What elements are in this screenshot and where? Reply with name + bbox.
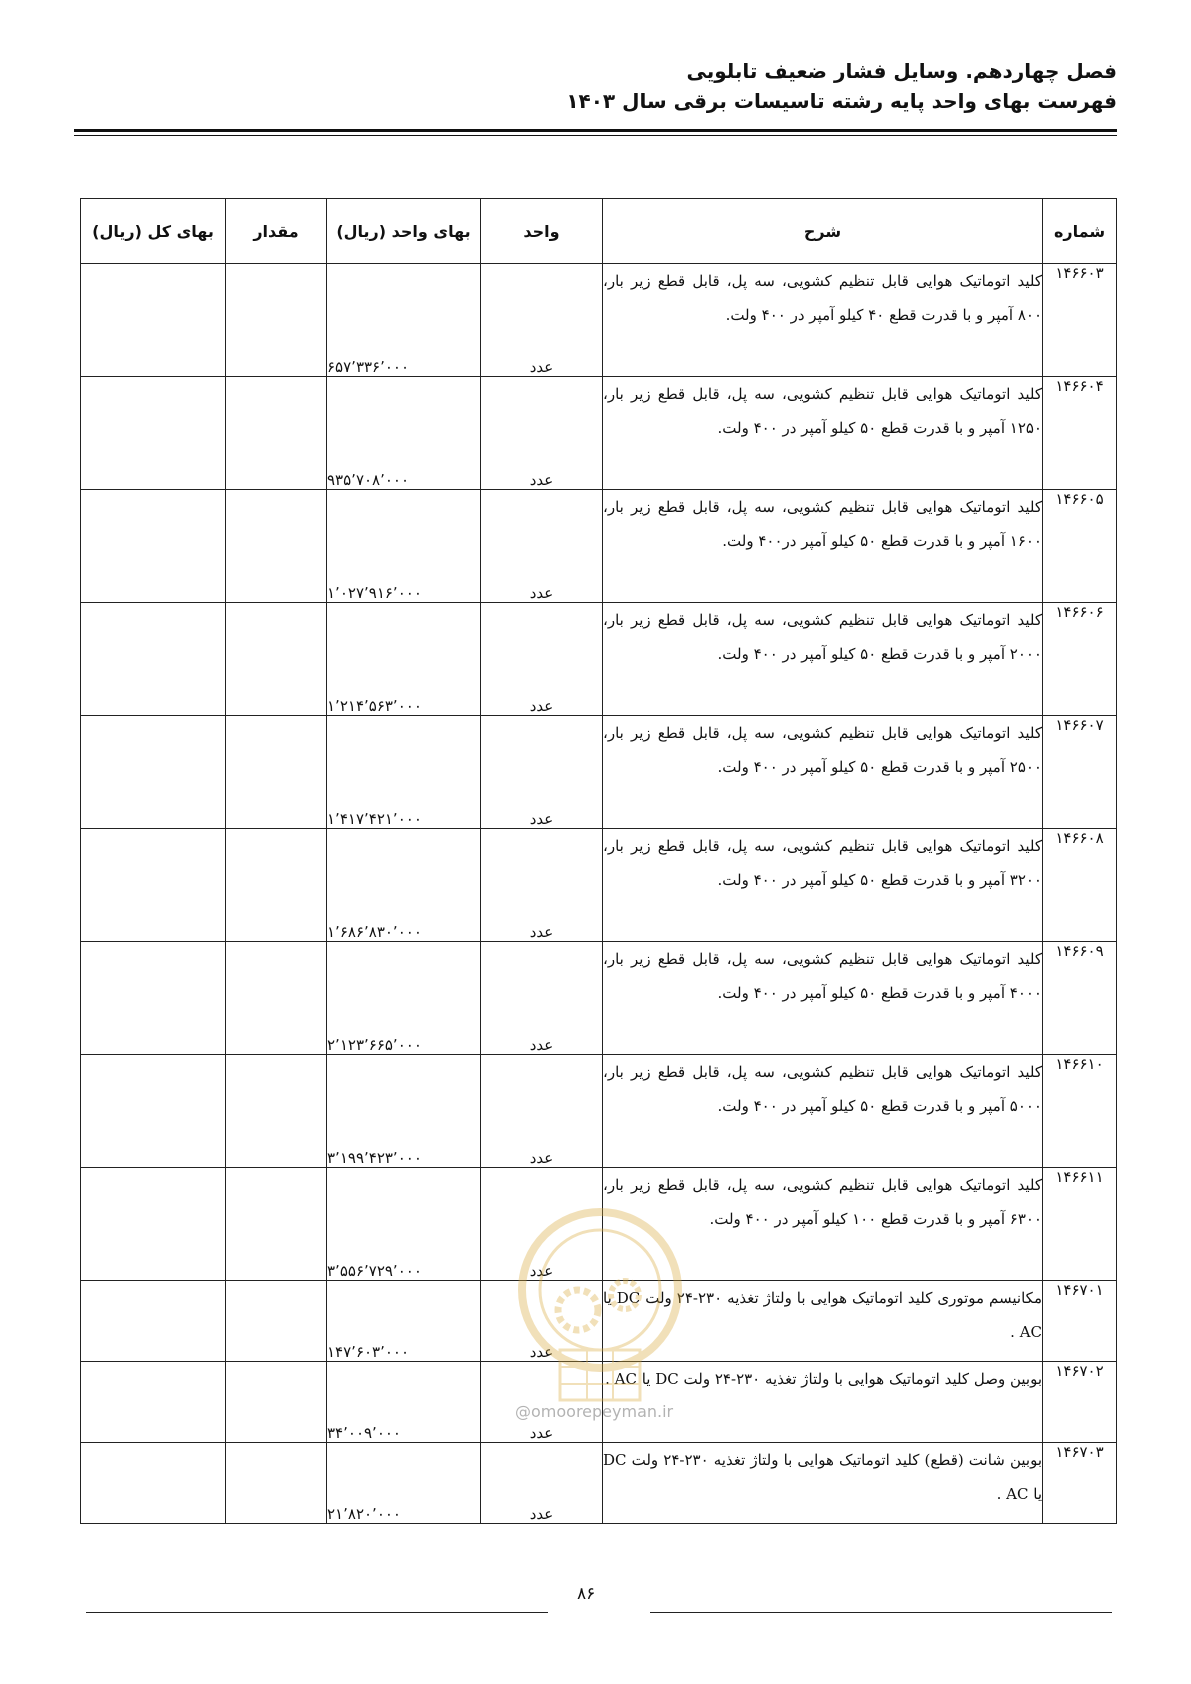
item-quantity — [226, 603, 327, 716]
item-unit-price: ۱۴۷٬۶۰۳٬۰۰۰ — [327, 1281, 481, 1362]
item-unit: عدد — [481, 1281, 603, 1362]
item-number: ۱۴۶۶۰۷ — [1043, 716, 1117, 829]
table-row — [81, 716, 1117, 829]
table-row — [81, 377, 1117, 490]
item-unit-price: ۳٬۵۵۶٬۷۲۹٬۰۰۰ — [327, 1168, 481, 1281]
page-number: ۸۶ — [577, 1584, 596, 1604]
item-quantity — [226, 264, 327, 377]
item-description: کلید اتوماتیک هوایی قابل تنظیم کشویی، سه پل، قابل قطع زیر بار، ۳۲۰۰ آمپر و با قدرت قطع ۵۰ کیلو آمپر در ۴۰۰ ولت. — [603, 829, 1043, 942]
item-quantity — [226, 377, 327, 490]
watermark-text: @omoorepeyman.ir — [515, 1402, 674, 1421]
item-total-price — [81, 1443, 226, 1524]
item-total-price — [81, 1281, 226, 1362]
header-unit: واحد — [481, 199, 603, 264]
item-quantity — [226, 1281, 327, 1362]
item-unit-price: ۱٬۰۲۷٬۹۱۶٬۰۰۰ — [327, 490, 481, 603]
header-total-price: بهای کل (ریال) — [81, 199, 226, 264]
table-row — [81, 264, 1117, 377]
item-description: کلید اتوماتیک هوایی قابل تنظیم کشویی، سه پل، قابل قطع زیر بار، ۲۵۰۰ آمپر و با قدرت قطع ۵۰ کیلو آمپر در ۴۰۰ ولت. — [603, 716, 1043, 829]
item-unit-price: ۲٬۱۲۳٬۶۶۵٬۰۰۰ — [327, 942, 481, 1055]
item-total-price — [81, 942, 226, 1055]
header-rule-thin — [74, 135, 1117, 136]
item-description: کلید اتوماتیک هوایی قابل تنظیم کشویی، سه پل، قابل قطع زیر بار، ۴۰۰۰ آمپر و با قدرت قطع ۵۰ کیلو آمپر در ۴۰۰ ولت. — [603, 942, 1043, 1055]
item-unit: عدد — [481, 1168, 603, 1281]
item-total-price — [81, 264, 226, 377]
page-header — [566, 56, 1117, 116]
item-description: کلید اتوماتیک هوایی قابل تنظیم کشویی، سه پل، قابل قطع زیر بار، ۶۳۰۰ آمپر و با قدرت قطع ۱۰۰ کیلو آمپر در ۴۰۰ ولت. — [603, 1168, 1043, 1281]
item-number: ۱۴۶۶۰۳ — [1043, 264, 1117, 377]
item-total-price — [81, 829, 226, 942]
footer-rule-left — [86, 1612, 548, 1613]
table-row — [81, 1443, 1117, 1524]
item-total-price — [81, 490, 226, 603]
item-unit: عدد — [481, 942, 603, 1055]
chapter-title: فصل چهاردهم. وسایل فشار ضعیف تابلویی — [686, 59, 1117, 83]
item-quantity — [226, 490, 327, 603]
item-unit: عدد — [481, 490, 603, 603]
item-quantity — [226, 1055, 327, 1168]
item-unit: عدد — [481, 603, 603, 716]
item-description: بوبین وصل کلید اتوماتیک هوایی با ولتاژ تغذیه ۲۳۰-۲۴ ولت DC یا AC . — [603, 1362, 1043, 1443]
item-total-price — [81, 1168, 226, 1281]
item-unit: عدد — [481, 829, 603, 942]
item-unit-price: ۱٬۶۸۶٬۸۳۰٬۰۰۰ — [327, 829, 481, 942]
item-number: ۱۴۶۶۰۹ — [1043, 942, 1117, 1055]
item-quantity — [226, 1362, 327, 1443]
item-quantity — [226, 829, 327, 942]
item-number: ۱۴۶۷۰۳ — [1043, 1443, 1117, 1524]
table-row — [81, 1055, 1117, 1168]
table-row — [81, 829, 1117, 942]
header-description: شرح — [603, 199, 1043, 264]
item-quantity — [226, 942, 327, 1055]
item-unit: عدد — [481, 1443, 603, 1524]
item-unit: عدد — [481, 716, 603, 829]
table-row — [81, 490, 1117, 603]
item-unit-price: ۳٬۱۹۹٬۴۲۳٬۰۰۰ — [327, 1055, 481, 1168]
item-unit: عدد — [481, 264, 603, 377]
item-total-price — [81, 716, 226, 829]
item-unit-price: ۳۴٬۰۰۹٬۰۰۰ — [327, 1362, 481, 1443]
item-number: ۱۴۶۷۰۱ — [1043, 1281, 1117, 1362]
item-total-price — [81, 603, 226, 716]
item-description: کلید اتوماتیک هوایی قابل تنظیم کشویی، سه پل، قابل قطع زیر بار، ۱۶۰۰ آمپر و با قدرت قطع ۵۰ کیلو آمپر در۴۰۰ ولت. — [603, 490, 1043, 603]
item-unit-price: ۱٬۴۱۷٬۴۲۱٬۰۰۰ — [327, 716, 481, 829]
item-unit-price: ۲۱٬۸۲۰٬۰۰۰ — [327, 1443, 481, 1524]
item-quantity — [226, 1443, 327, 1524]
item-unit-price: ۹۳۵٬۷۰۸٬۰۰۰ — [327, 377, 481, 490]
item-description: کلید اتوماتیک هوایی قابل تنظیم کشویی، سه پل، قابل قطع زیر بار، ۵۰۰۰ آمپر و با قدرت قطع ۵۰ کیلو آمپر در ۴۰۰ ولت. — [603, 1055, 1043, 1168]
item-number: ۱۴۶۶۱۱ — [1043, 1168, 1117, 1281]
table-row — [81, 603, 1117, 716]
header-number: شماره — [1043, 199, 1117, 264]
item-number: ۱۴۶۶۱۰ — [1043, 1055, 1117, 1168]
document-title: فهرست بهای واحد پایه رشته تاسیسات برقی سال ۱۴۰۳ — [566, 89, 1117, 113]
item-unit: عدد — [481, 1055, 603, 1168]
table-row — [81, 942, 1117, 1055]
item-unit: عدد — [481, 377, 603, 490]
item-total-price — [81, 377, 226, 490]
item-quantity — [226, 1168, 327, 1281]
footer-rule-right — [650, 1612, 1112, 1613]
watermark-logo — [500, 1200, 700, 1430]
item-description: بوبین شانت (قطع) کلید اتوماتیک هوایی با ولتاژ تغذیه ۲۳۰-۲۴ ولت DC یا AC . — [603, 1443, 1043, 1524]
item-number: ۱۴۶۶۰۵ — [1043, 490, 1117, 603]
item-total-price — [81, 1055, 226, 1168]
item-number: ۱۴۶۷۰۲ — [1043, 1362, 1117, 1443]
item-description: کلید اتوماتیک هوایی قابل تنظیم کشویی، سه پل، قابل قطع زیر بار، ۱۲۵۰ آمپر و با قدرت قطع ۵۰ کیلو آمپر در ۴۰۰ ولت. — [603, 377, 1043, 490]
header-rule-thick — [74, 129, 1117, 132]
item-total-price — [81, 1362, 226, 1443]
item-description: مکانیسم موتوری کلید اتوماتیک هوایی با ولتاژ تغذیه ۲۳۰-۲۴ ولت DC یا AC . — [603, 1281, 1043, 1362]
item-number: ۱۴۶۶۰۶ — [1043, 603, 1117, 716]
item-number: ۱۴۶۶۰۴ — [1043, 377, 1117, 490]
item-unit: عدد — [481, 1362, 603, 1443]
table-header-row — [81, 199, 1117, 264]
item-description: کلید اتوماتیک هوایی قابل تنظیم کشویی، سه پل، قابل قطع زیر بار، ۲۰۰۰ آمپر و با قدرت قطع ۵۰ کیلو آمپر در ۴۰۰ ولت. — [603, 603, 1043, 716]
item-unit-price: ۱٬۲۱۴٬۵۶۳٬۰۰۰ — [327, 603, 481, 716]
item-description: کلید اتوماتیک هوایی قابل تنظیم کشویی، سه پل، قابل قطع زیر بار، ۸۰۰ آمپر و با قدرت قطع ۴۰ کیلو آمپر در ۴۰۰ ولت. — [603, 264, 1043, 377]
header-quantity: مقدار — [226, 199, 327, 264]
header-unit-price: بهای واحد (ریال) — [327, 199, 481, 264]
item-unit-price: ۶۵۷٬۳۳۶٬۰۰۰ — [327, 264, 481, 377]
item-number: ۱۴۶۶۰۸ — [1043, 829, 1117, 942]
item-quantity — [226, 716, 327, 829]
